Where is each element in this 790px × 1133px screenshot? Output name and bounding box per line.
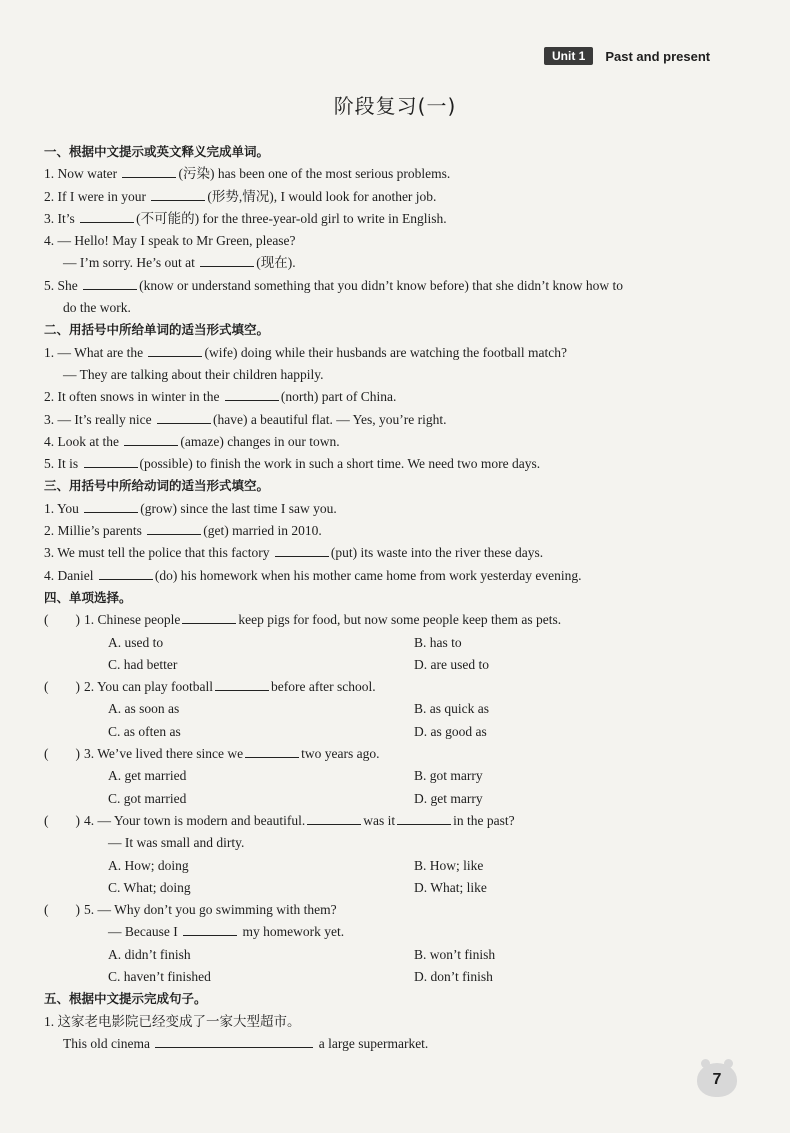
s1-q3: 3. It’s (不可能的) for the three-year-old girl to write in English. <box>44 208 734 230</box>
s4-q4-reply: — It was small and dirty. <box>108 835 245 851</box>
option-d[interactable]: D. don’t finish <box>414 968 493 984</box>
section-1-heading: 一、根据中文提示或英文释义完成单词。 <box>44 144 270 159</box>
answer-blank[interactable] <box>397 810 451 825</box>
option-d[interactable]: D. get marry <box>414 790 483 806</box>
section-4-heading: 四、单项选择。 <box>44 589 132 605</box>
answer-blank[interactable] <box>147 520 201 535</box>
s4-q5: ( ) 5. — Why don’t you go swimming with them? <box>44 899 734 921</box>
s1-q5-cont: do the work. <box>63 300 131 316</box>
s2-q1: 1. — What are the (wife) doing while their husbands are watching the football match? <box>44 342 734 364</box>
answer-blank[interactable] <box>182 609 236 624</box>
option-b[interactable]: B. won’t finish <box>414 946 496 962</box>
answer-blank[interactable] <box>307 810 361 825</box>
answer-blank[interactable] <box>215 676 269 691</box>
answer-blank[interactable] <box>151 186 205 201</box>
s3-q1: 1. You (grow) since the last time I saw you. <box>44 498 734 520</box>
s4-q3-options-ab <box>44 765 734 787</box>
answer-blank[interactable] <box>183 921 237 936</box>
s4-q3: ( ) 3. We’ve lived there since we two years ago. <box>44 743 734 765</box>
s2-q5: 5. It is (possible) to finish the work in such a short time. We need two more days. <box>44 453 734 475</box>
answer-blank[interactable] <box>84 453 138 468</box>
answer-blank[interactable] <box>245 743 299 758</box>
answer-blank[interactable] <box>157 409 211 424</box>
s3-q2: 2. Millie’s parents (get) married in 2010. <box>44 520 734 542</box>
s4-q4-options-ab <box>44 855 734 877</box>
s4-q1: ( ) 1. Chinese people keep pigs for food, but now some people keep them as pets. <box>44 609 734 631</box>
s4-q3-options-cd <box>44 788 734 810</box>
section-3-heading: 三、用括号中所给动词的适当形式填空。 <box>44 478 270 494</box>
s2-q2: 2. It often snows in winter in the (north) part of China. <box>44 386 734 408</box>
unit-badge: Unit 1 <box>544 47 593 65</box>
s4-q4-options-cd <box>44 877 734 899</box>
s1-q1: 1. Now water (污染) has been one of the most serious problems. <box>44 163 734 185</box>
option-d[interactable]: D. as good as <box>414 723 487 739</box>
s4-q2-options-cd <box>44 721 734 743</box>
s3-q3: 3. We must tell the police that this factory (put) its waste into the river these days. <box>44 542 734 564</box>
s5-q1: 1. 这家老电影院已经变成了一家大型超市。 <box>44 1013 301 1029</box>
s4-q5-options-cd <box>44 966 734 988</box>
answer-blank[interactable] <box>155 1033 313 1048</box>
page-number: 7 <box>697 1063 737 1097</box>
answer-blank[interactable] <box>80 208 134 223</box>
answer-blank[interactable] <box>200 252 254 267</box>
s4-q4: ( ) 4. — Your town is modern and beautiful. was it in the past? <box>44 810 734 832</box>
option-b[interactable]: B. got marry <box>414 768 483 784</box>
s4-q1-options-cd <box>44 654 734 676</box>
answer-paren[interactable]: ( ) <box>44 679 80 695</box>
s1-q2: 2. If I were in your (形势,情况), I would look for another job. <box>44 186 734 208</box>
option-a[interactable]: A. used to <box>108 634 164 650</box>
answer-blank[interactable] <box>99 565 153 580</box>
section-5-heading: 五、根据中文提示完成句子。 <box>44 991 207 1007</box>
s1-q5: 5. She (know or understand something that you didn’t know before) that she didn’t know how to <box>44 275 734 297</box>
answer-blank[interactable] <box>148 342 202 357</box>
page-header <box>544 47 710 65</box>
s4-q1-options-ab <box>44 632 734 654</box>
s1-q4-reply: — I’m sorry. He’s out at (现在). <box>44 252 734 274</box>
option-c[interactable]: C. had better <box>108 656 178 672</box>
answer-blank[interactable] <box>83 275 137 290</box>
s5-q1-answer: This old cinema a large supermarket. <box>44 1033 734 1055</box>
s2-q1-reply: — They are talking about their children happily. <box>63 366 324 382</box>
option-c[interactable]: C. What; doing <box>108 879 191 895</box>
option-a[interactable]: A. get married <box>108 768 187 784</box>
option-b[interactable]: B. has to <box>414 634 462 650</box>
option-c[interactable]: C. got married <box>108 790 187 806</box>
option-a[interactable]: A. didn’t finish <box>108 946 191 962</box>
answer-blank[interactable] <box>84 498 138 513</box>
s4-q5-reply: — Because I my homework yet. <box>44 921 734 943</box>
unit-title: Past and present <box>605 48 711 64</box>
option-b[interactable]: B. How; like <box>414 857 484 873</box>
s4-q2: ( ) 2. You can play football before after school. <box>44 676 734 698</box>
answer-paren[interactable]: ( ) <box>44 902 80 918</box>
worksheet-body <box>44 141 734 1055</box>
section-2-heading: 二、用括号中所给单词的适当形式填空。 <box>44 322 270 338</box>
page-title: 阶段复习(一) <box>333 94 457 118</box>
s2-q4: 4. Look at the (amaze) changes in our town. <box>44 431 734 453</box>
option-d[interactable]: D. are used to <box>414 656 489 672</box>
s2-q3: 3. — It’s really nice (have) a beautiful flat. — Yes, you’re right. <box>44 409 734 431</box>
s4-q5-options-ab <box>44 944 734 966</box>
option-c[interactable]: C. as often as <box>108 723 181 739</box>
s1-q4: 4. — Hello! May I speak to Mr Green, please? <box>44 233 296 249</box>
option-c[interactable]: C. haven’t finished <box>108 968 211 984</box>
answer-blank[interactable] <box>225 386 279 401</box>
answer-paren[interactable]: ( ) <box>44 812 80 828</box>
option-d[interactable]: D. What; like <box>414 879 487 895</box>
s4-q2-options-ab <box>44 698 734 720</box>
option-a[interactable]: A. How; doing <box>108 857 189 873</box>
answer-paren[interactable]: ( ) <box>44 746 80 762</box>
option-a[interactable]: A. as soon as <box>108 701 180 717</box>
answer-blank[interactable] <box>124 431 178 446</box>
answer-blank[interactable] <box>122 163 176 178</box>
answer-blank[interactable] <box>275 542 329 557</box>
answer-paren[interactable]: ( ) <box>44 612 80 628</box>
s3-q4: 4. Daniel (do) his homework when his mother came home from work yesterday evening. <box>44 565 734 587</box>
option-b[interactable]: B. as quick as <box>414 701 489 717</box>
